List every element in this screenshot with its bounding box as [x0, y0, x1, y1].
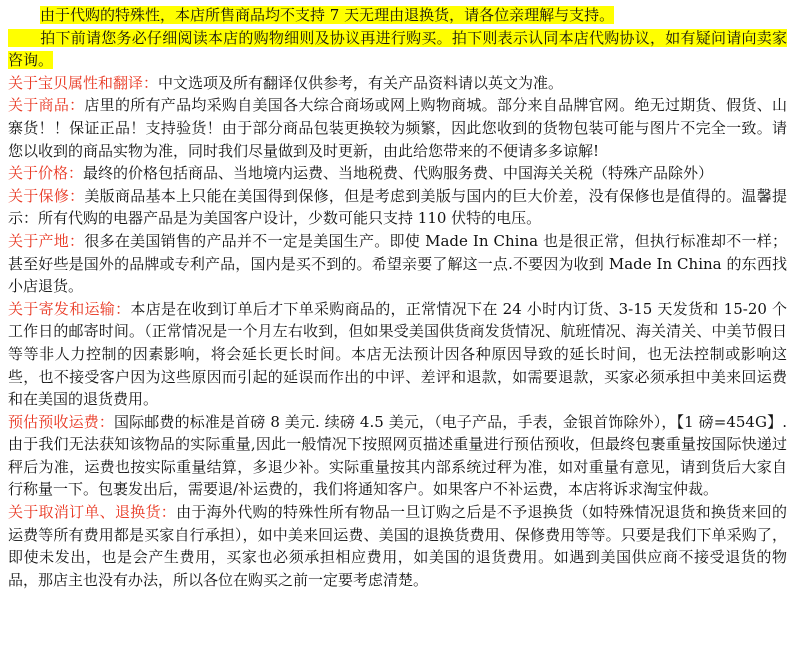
- section-body: 很多在美国销售的产品并不一定是美国生产。即使 Made In China 也是很正常，但执行标准却不一样；甚至好些是国外的品牌或专利产品，国内是买不到的。希望亲要了解这一点.不要因为收到 Made In China 的东西找小店退货。: [8, 231, 787, 296]
- section-body: 本店是在收到订单后才下单采购商品的，正常情况下在 24 小时内订货、3-15 天发货和 15-20 个工作日的邮寄时间。（正常情况是一个月左右收到，但如果受美国供货商发货情况、航班情况、海关清关、中美节假日等等非人力控制的因素影响，将会延长更长时间。本店无法预计因各种原因导致的延长时间，也无法控制或影响这些，也不接受客户因为这些原因而引起的延误而作出的中评、差评和退款，如需要退款，买家必须承担中美来回运费和在美国的退货费用。: [8, 299, 787, 409]
- section-warranty: [8, 185, 787, 230]
- section-shipping: [8, 298, 787, 411]
- section-freight-estimate: [8, 411, 787, 501]
- section-attributes: [8, 72, 787, 95]
- section-heading: 关于宝贝属性和翻译：: [8, 73, 159, 92]
- section-body: 国际邮费的标准是首磅 8 美元. 续磅 4.5 美元，（电子产品，手表，金银首饰除外），【1 磅=454G】.由于我们无法获知该物品的实际重量,因此一般情况下按照网页描述重量进行预估预收，但最终包裹重量按国际快递过秤后为准，运费也按实际重量结算，多退少补。实际重量按其内部系统过秤为准，如对重量有意见，请到货后大家自行称量一下。包裹发出后，需要退/补运费的，我们将通知客户。如果客户不补运费，本店将诉求淘宝仲裁。: [8, 412, 787, 499]
- section-products: [8, 94, 787, 162]
- section-price: [8, 162, 787, 185]
- section-body: 由于海外代购的特殊性所有物品一旦订购之后是不予退换货（如特殊情况退货和换货来回的运费等所有费用都是买家自行承担），如中美来回运费、美国的退换货费用、保修费用等等。只要是我们下单采购了，即使未发出，也是会产生费用，买家也必须承担相应费用，如美国的退货费用。如遇到美国供应商不接受退货的物品，那店主也没有办法，所以各位在购买之前一定要考虑清楚。: [8, 503, 787, 589]
- section-body: 店里的所有产品均采购自美国各大综合商场或网上购物商城。部分来自品牌官网。绝无过期货、假货、山寨货！！保证正品！支持验货！由于部分商品包装更换较为频繁，因此您收到的货物包装可能与图片不完全一致。请您以收到的商品实物为准，同时我们尽量做到及时更新，由此给您带来的不便请多多谅解!: [8, 96, 787, 160]
- section-heading: 关于商品：: [8, 96, 85, 115]
- section-heading: 关于保修：: [8, 186, 85, 205]
- section-heading: 关于价格：: [8, 164, 84, 183]
- notice-block: [8, 4, 787, 72]
- section-cancellation: [8, 501, 787, 591]
- section-heading: 关于取消订单、退换货：: [8, 503, 177, 522]
- section-heading: 关于寄发和运输：: [8, 299, 131, 318]
- notice-line-2: 拍下前请您务必仔细阅读本店的购物细则及协议再进行购买。拍下则表示认同本店代购协议，如有疑问请向卖家咨询。: [8, 28, 787, 70]
- section-heading: 关于产地：: [8, 231, 85, 250]
- section-heading: 预估预收运费：: [8, 412, 114, 431]
- section-body: 美版商品基本上只能在美国得到保修，但是考虑到美版与国内的巨大价差，没有保修也是值得的。温馨提示：所有代购的电器产品是为美国客户设计，少数可能只支持 110 伏特的电压。: [8, 186, 787, 228]
- section-origin: [8, 230, 787, 298]
- section-body: 最终的价格包括商品、当地境内运费、当地税费、代购服务费、中国海关关税（特殊产品除外）: [83, 164, 714, 183]
- notice-line-1: 由于代购的特殊性，本店所售商品均不支持 7 天无理由退换货，请各位亲理解与支持。: [40, 6, 615, 24]
- section-body: 中文选项及所有翻译仅供参考，有关产品资料请以英文为准。: [158, 73, 564, 92]
